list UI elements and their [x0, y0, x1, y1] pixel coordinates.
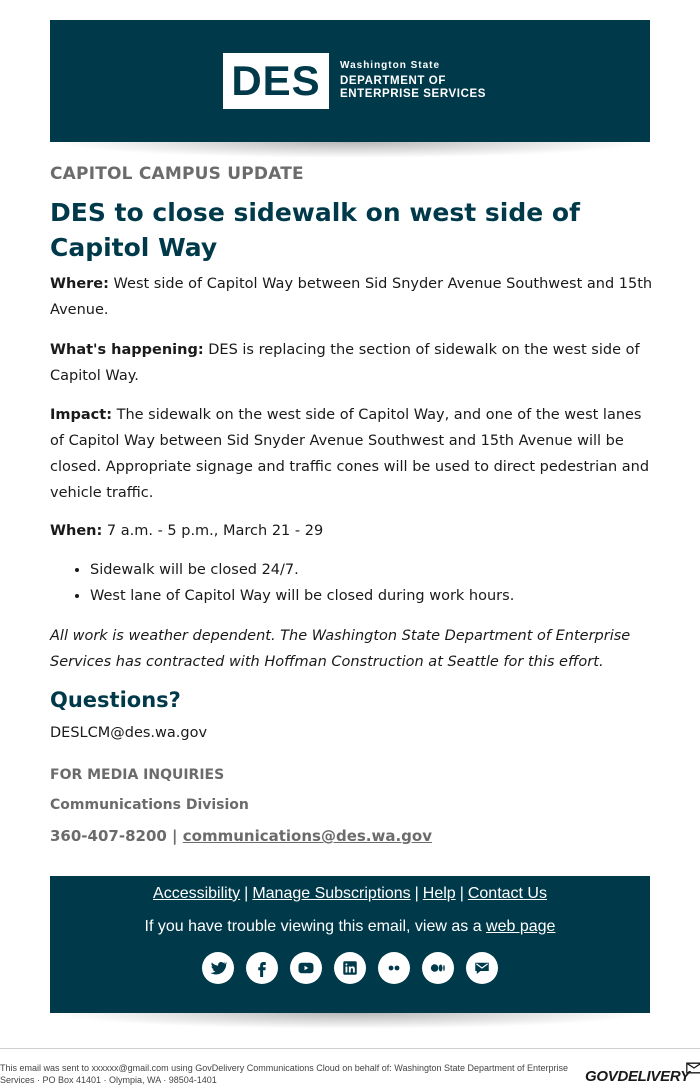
happening-label: What's happening:: [50, 342, 204, 358]
media-email-link[interactable]: communications@des.wa.gov: [182, 827, 432, 845]
twitter-button[interactable]: [202, 952, 234, 984]
bottom-divider: [0, 1048, 700, 1049]
envelope-icon: [686, 1062, 700, 1074]
footer-shadow: [50, 1013, 650, 1029]
email-icon: [473, 959, 491, 977]
contact-us-link[interactable]: Contact Us: [467, 885, 547, 902]
link-separator: |: [414, 885, 419, 902]
view-web-notice: [50, 918, 650, 936]
youtube-button[interactable]: [290, 952, 322, 984]
list-item: • West lane of Capitol Way will be closed during work hours.: [90, 583, 690, 609]
medium-button[interactable]: [422, 952, 454, 984]
manage-subscriptions-link[interactable]: Manage Subscriptions: [252, 885, 411, 902]
social-icons: [202, 952, 498, 984]
list-item: • Sidewalk will be closed 24/7.: [90, 557, 690, 583]
web-page-link[interactable]: web page: [486, 918, 556, 935]
where-text: West side of Capitol Way between Sid Snyder Avenue Southwest and 15th Avenue.: [50, 276, 653, 318]
happening-paragraph: [50, 337, 660, 389]
media-division: Communications Division: [50, 797, 249, 813]
impact-text: The sidewalk on the west side of Capitol Way, and one of the west lanes of Capitol Way between Sid Snyder Avenue Southwest and 15th Avenue will be closed. Appropriate signage and traffic cones will be used to direct pedestrian and vehicle traffic.: [50, 407, 650, 501]
youtube-icon: [297, 959, 315, 977]
link-separator: |: [244, 885, 249, 902]
questions-email[interactable]: DESLCM@des.wa.gov: [50, 725, 208, 741]
questions-heading: Questions?: [50, 688, 181, 712]
org-line-1: Washington State: [340, 60, 441, 71]
email-header: [50, 20, 650, 142]
footer-links: [50, 885, 650, 903]
delivery-notice: This email was sent to xxxxxx@gmail.com using GovDelivery Communications Cloud on behalf of: Washington State Department of Enterprise Services · PO Box 41401 · Olympia, WA · 98504-1401: [0, 1063, 569, 1085]
linkedin-icon: [341, 959, 359, 977]
accessibility-link[interactable]: Accessibility: [153, 885, 241, 902]
help-link[interactable]: Help: [422, 885, 456, 902]
des-logo-text: DES: [231, 57, 321, 104]
weather-note: All work is weather dependent. The Washington State Department of Enterprise Services has contracted with Hoffman Construction at Seattle for this effort.: [50, 628, 631, 670]
media-contact: [50, 827, 432, 845]
facebook-icon: [253, 959, 271, 977]
media-heading: FOR MEDIA INQUIRIES: [50, 767, 225, 783]
when-paragraph: [50, 518, 660, 544]
org-line-3: ENTERPRISE SERVICES: [340, 88, 487, 100]
link-separator: |: [459, 885, 464, 902]
impact-label: Impact:: [50, 407, 112, 423]
flickr-button[interactable]: [378, 952, 410, 984]
when-label: When:: [50, 523, 103, 539]
twitter-icon: [209, 959, 227, 977]
article-title: DES to close sidewalk on west side of Capitol Way: [50, 198, 580, 262]
when-text: 7 a.m. - 5 p.m., March 21 - 29: [102, 523, 324, 539]
des-logo-mark: [223, 53, 329, 109]
govdelivery-logo-text: GOVDELIVERY: [585, 1068, 690, 1085]
where-paragraph: [50, 271, 660, 323]
medium-icon: [429, 959, 447, 977]
header-shadow: [50, 142, 650, 158]
impact-paragraph: [50, 402, 660, 506]
email-footer: [50, 876, 650, 1013]
article-kicker: CAPITOL CAMPUS UPDATE: [50, 164, 304, 184]
org-line-2: DEPARTMENT OF: [340, 75, 446, 87]
govdelivery-logo[interactable]: [585, 1062, 700, 1088]
media-phone: 360-407-8200: [50, 827, 167, 845]
org-name: [340, 60, 486, 101]
email-button[interactable]: [466, 952, 498, 984]
where-label: Where:: [50, 276, 109, 292]
happening-text: DES is replacing the section of sidewalk on the west side of Capitol Way.: [50, 342, 640, 384]
flickr-icon: [385, 959, 403, 977]
view-web-text: If you have trouble viewing this email, view as a: [144, 918, 487, 935]
when-bullets: [50, 557, 690, 609]
facebook-button[interactable]: [246, 952, 278, 984]
linkedin-button[interactable]: [334, 952, 366, 984]
media-separator: |: [166, 827, 183, 845]
